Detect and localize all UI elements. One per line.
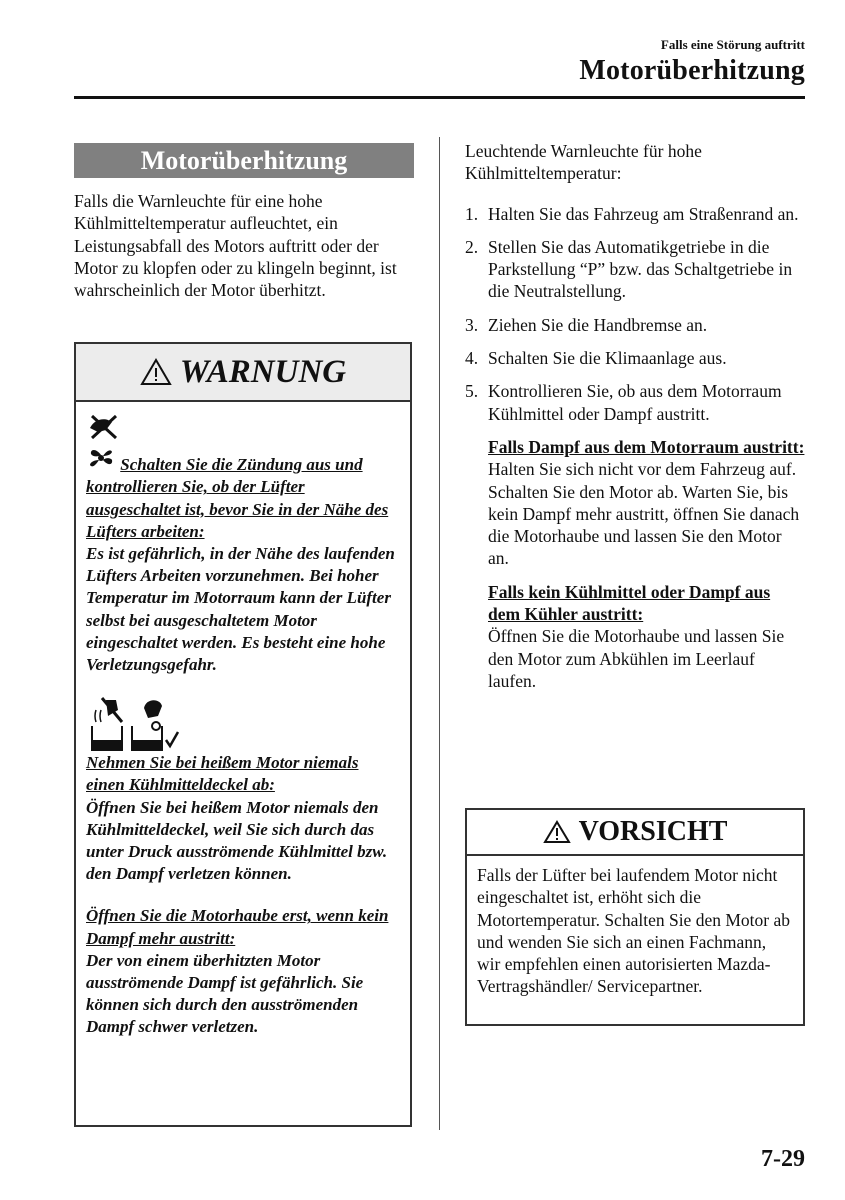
list-item: 5. Kontrollieren Sie, ob aus dem Motorraum Kühlmittel oder Dampf austritt. [465, 381, 782, 424]
section-title: Motorüberhitzung [74, 143, 414, 178]
warning-body [76, 402, 410, 1039]
warning-title: WARNUNG [179, 353, 347, 390]
caution-header [467, 810, 803, 856]
right-column [465, 140, 805, 692]
no-steam-case-text: Öffnen Sie die Motorhaube und lassen Sie den Motor zum Abkühlen im Leerlauf laufen. [488, 626, 785, 691]
hot-radiator-cap-icon [86, 696, 126, 752]
list-item: 2. Stellen Sie das Automatikgetriebe in die Parkstellung “P” bzw. das Schaltgetriebe in die Neutralstellung. [465, 236, 793, 302]
warning-header [76, 344, 410, 402]
left-column [74, 143, 414, 301]
page-title: Motorüberhitzung [579, 55, 805, 86]
no-hand-near-fan-icon [86, 412, 122, 440]
no-steam-case-heading: Falls kein Kühlmittel oder Dampf aus dem Kühler austritt: [488, 581, 771, 625]
warning-item2-heading: Nehmen Sie bei heißem Motor niemals einen Kühlmitteldeckel ab: [86, 753, 359, 795]
page-number: 7-29 [761, 1146, 805, 1172]
steam-case-text: Halten Sie sich nicht vor dem Fahrzeug auf. Schalten Sie den Motor ab. Warten Sie, bis kein Dampf mehr austritt, öffnen Sie danach die Motorhaube und lassen Sie den Motor an. [488, 459, 800, 569]
chapter-label: Falls eine Störung auftritt [660, 37, 805, 52]
warning-item1-text: Es ist gefährlich, in der Nähe des laufenden Lüfters Arbeiten vorzunehmen. Bei hoher Temperatur im Motorraum kann der Lüfter selbst bei ausgeschaltetem Motor eingeschaltet werden. Es besteht eine hohe Verletzungsgefahr. [86, 544, 395, 675]
warning-item3-heading: Öffnen Sie die Motorhaube erst, wenn kein Dampf mehr austritt: [86, 906, 389, 948]
caution-triangle-icon [543, 820, 571, 844]
list-item: 1. Halten Sie das Fahrzeug am Straßenrand an. [465, 203, 799, 224]
caution-title: VORSICHT [578, 816, 728, 847]
cool-radiator-cap-icon [126, 696, 182, 752]
caution-text: Falls der Lüfter bei laufendem Motor nicht eingeschaltet ist, erhöht sich die Motortemperatur. Schalten Sie den Motor ab und wenden Sie sich an einen Fachmann, wir empfehlen einen autorisierten Mazda-Vertragshändler/ Servicepartner. [477, 865, 790, 997]
caution-box [465, 808, 805, 1026]
steam-case [488, 436, 805, 570]
list-item: 4. Schalten Sie die Klimaanlage aus. [465, 348, 727, 369]
warning-item1-heading: Schalten Sie die Zündung aus und kontrollieren Sie, ob der Lüfter ausgeschaltet ist, bevor Sie in der Nähe des Lüfters arbeiten: [86, 455, 389, 541]
procedure-steps [465, 203, 805, 425]
header-rule [74, 96, 805, 99]
no-steam-case [488, 581, 805, 692]
intro-paragraph: Falls die Warnleuchte für eine hohe Kühlmitteltemperatur aufleuchtet, ein Leistungsabfall des Motors auftritt oder der Motor zu klopfen oder zu klingeln beginnt, ist wahrscheinlich der Motor überhitzt. [74, 191, 397, 301]
procedure-lead: Leuchtende Warnleuchte für hohe Kühlmitteltemperatur: [465, 141, 702, 184]
warning-item2-text: Öffnen Sie bei heißem Motor niemals den Kühlmitteldeckel, weil Sie sich durch das unter Druck ausströmende Kühlmittel bzw. den Dampf verletzen können. [86, 797, 388, 884]
warning-item3-text: Der von einem überhitzten Motor ausströmende Dampf ist gefährlich. Sie können sich durch den ausströmenden Dampf schwer verletzen. [86, 950, 364, 1037]
column-divider [439, 137, 440, 1130]
list-item: 3. Ziehen Sie die Handbremse an. [465, 314, 708, 335]
steam-case-heading: Falls Dampf aus dem Motorraum austritt: [488, 436, 805, 457]
fan-icon [86, 446, 116, 470]
warning-triangle-icon [140, 358, 172, 386]
warning-box [74, 342, 412, 1127]
